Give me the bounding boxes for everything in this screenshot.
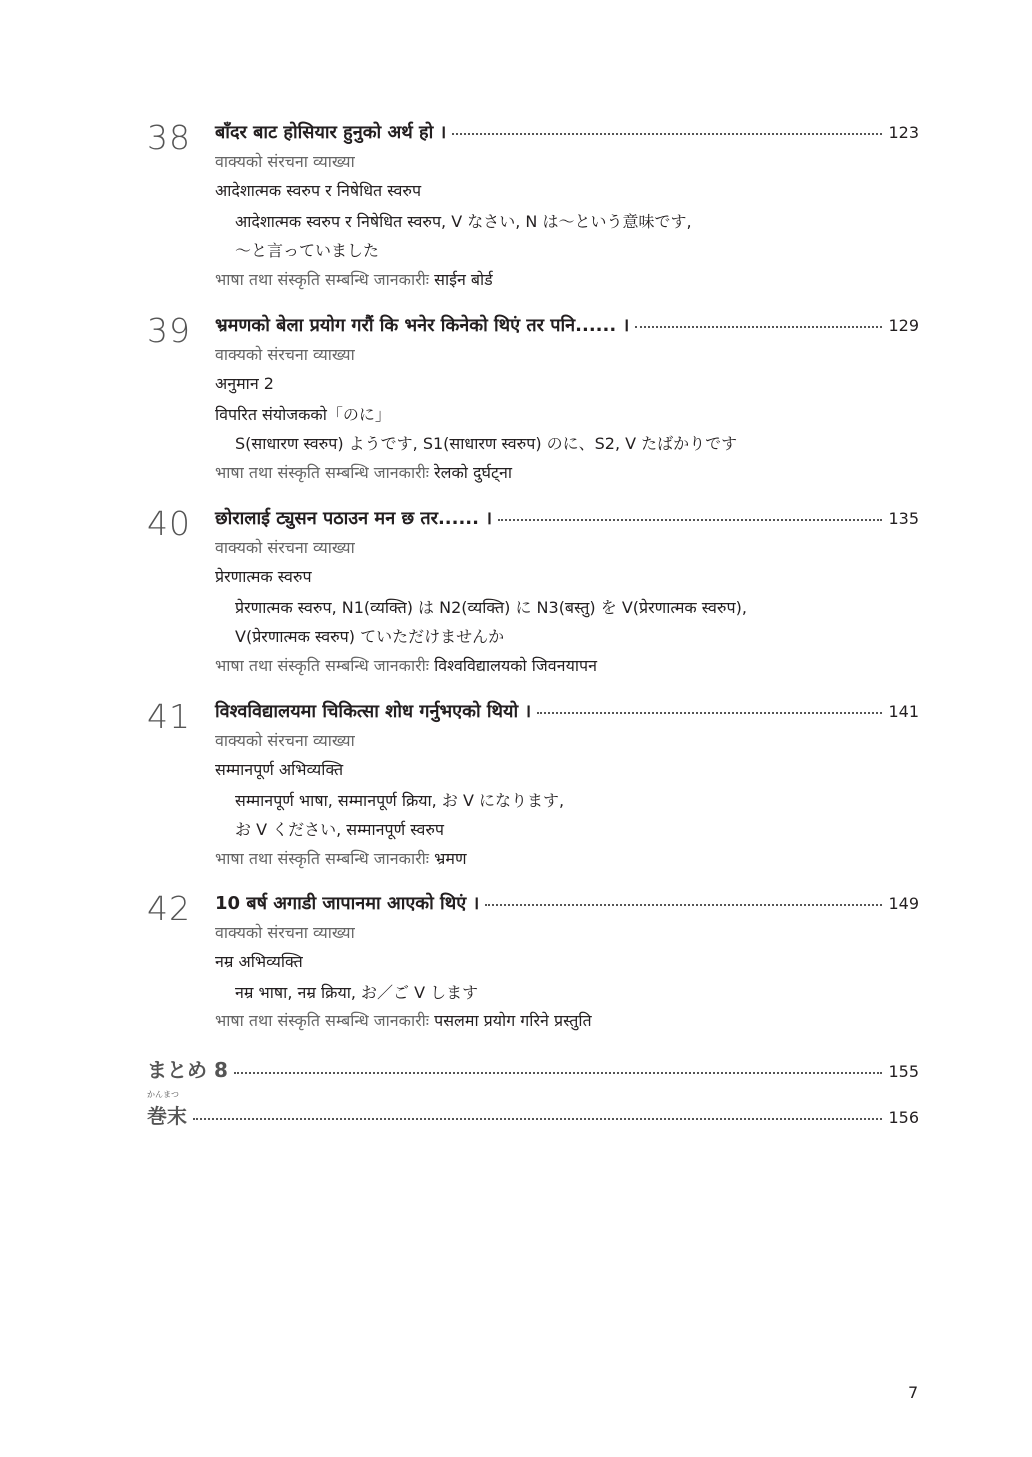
culture-value: साईन बोर्ड [434, 270, 493, 289]
culture-label: भाषा तथा संस्कृति सम्बन्धि जानकारीः [215, 463, 430, 482]
toc-entry[interactable] [215, 313, 919, 343]
section-detail: V(प्रेरणात्मक स्वरुप) ていただけませんか [235, 627, 505, 646]
lesson-number: 41 [147, 697, 191, 736]
section-topic: आदेशात्मक स्वरुप र निषेधित स्वरुप [215, 181, 422, 200]
lesson-title: बाँदर बाट होसियार हुनुको अर्थ हो । [215, 122, 447, 143]
section-subhead: वाक्यको संरचना व्याख्या [215, 345, 355, 364]
section-detail: नम्र भाषा, नम्र क्रिया, お／ご V します [235, 983, 479, 1002]
section-subhead: वाक्यको संरचना व्याख्या [215, 731, 355, 750]
culture-value: पसलमा प्रयोग गरिने प्रस्तुति [434, 1011, 592, 1030]
dot-leader [485, 902, 882, 906]
lesson-number: 42 [147, 889, 191, 928]
culture-info [215, 847, 467, 877]
dot-leader [498, 517, 882, 521]
lesson-title: भ्रमणको बेला प्रयोग गरौं कि भनेर किनेको थिएं तर पनि...... । [215, 315, 630, 336]
section-detail: सम्मानपूर्ण भाषा, सम्मानपूर्ण क्रिया, お V になります, [235, 791, 565, 810]
culture-info [215, 654, 597, 684]
kanmatsu-label: 巻末 [147, 1104, 187, 1128]
dot-leader [234, 1070, 883, 1074]
matome-label: まとめ 8 [147, 1058, 228, 1082]
toc-entry[interactable] [215, 506, 919, 536]
lesson-number: 40 [147, 504, 191, 543]
section-topic: सम्मानपूर्ण अभिव्यक्ति [215, 760, 344, 779]
section-detail: प्रेरणात्मक स्वरुप, N1(व्यक्ति) は N2(व्यक्ति) に N3(बस्तु) を V(प्रेरणात्मक स्वरुप), [235, 598, 747, 617]
culture-label: भाषा तथा संस्कृति सम्बन्धि जानकारीः [215, 656, 430, 675]
section-topic: नम्र अभिव्यक्ति [215, 952, 303, 971]
page-number: 155 [888, 1062, 919, 1081]
lesson-number: 38 [147, 118, 191, 157]
page-number: 123 [888, 123, 919, 142]
page-number: 156 [888, 1108, 919, 1127]
toc-entry[interactable] [215, 699, 919, 729]
dot-leader [537, 710, 882, 714]
section-subhead: वाक्यको संरचना व्याख्या [215, 923, 355, 942]
page-number: 135 [888, 509, 919, 528]
culture-label: भाषा तथा संस्कृति सम्बन्धि जानकारीः [215, 270, 430, 289]
toc-entry-kanmatsu[interactable] [147, 1090, 919, 1130]
section-topic: अनुमान 2 [215, 374, 274, 393]
lesson-title: छोरालाई ट्युसन पठाउन मन छ तर...... । [215, 508, 493, 529]
lesson-title: विश्वविद्यालयमा चिकित्सा शोध गर्नुभएको थियो । [215, 701, 532, 722]
section-detail: ～と言っていました [235, 241, 380, 260]
section-detail: आदेशात्मक स्वरुप र निषेधित स्वरुप, V なさい, N は～という意味です, [235, 212, 692, 231]
toc-entry[interactable] [215, 120, 919, 150]
toc-entry[interactable] [215, 891, 919, 921]
section-detail: お V ください, सम्मानपूर्ण स्वरुप [235, 820, 444, 839]
section-subhead: वाक्यको संरचना व्याख्या [215, 152, 355, 171]
dot-leader [193, 1116, 882, 1120]
page-number: 149 [888, 894, 919, 913]
culture-value: विश्वविद्यालयको जिवनयापन [434, 656, 597, 675]
kanmatsu-heading [147, 1090, 187, 1129]
folio-page-number: 7 [908, 1383, 919, 1402]
dot-leader [635, 324, 882, 328]
culture-label: भाषा तथा संस्कृति सम्बन्धि जानकारीः [215, 849, 430, 868]
culture-info [215, 268, 493, 298]
culture-info [215, 1009, 592, 1039]
culture-value: रेलको दुर्घट्ना [434, 463, 513, 482]
dot-leader [452, 131, 882, 135]
lesson-number: 39 [147, 311, 191, 350]
culture-value: भ्रमण [434, 849, 467, 868]
section-subhead: वाक्यको संरचना व्याख्या [215, 538, 355, 557]
page-number: 129 [888, 316, 919, 335]
culture-label: भाषा तथा संस्कृति सम्बन्धि जानकारीः [215, 1011, 430, 1030]
kanmatsu-ruby: かんまつ [147, 1090, 179, 1099]
section-detail: S(साधारण स्वरुप) ようです, S1(साधारण स्वरुप) のに、S2, V たばかりです [235, 434, 738, 453]
lesson-title: 10 बर्ष अगाडी जापानमा आएको थिएं । [215, 893, 480, 914]
page-number: 141 [888, 702, 919, 721]
culture-info [215, 461, 512, 491]
section-topic: प्रेरणात्मक स्वरुप [215, 567, 312, 586]
section-topic: विपरित संयोजकको「のに」 [215, 405, 391, 424]
toc-entry-matome[interactable] [147, 1054, 919, 1084]
